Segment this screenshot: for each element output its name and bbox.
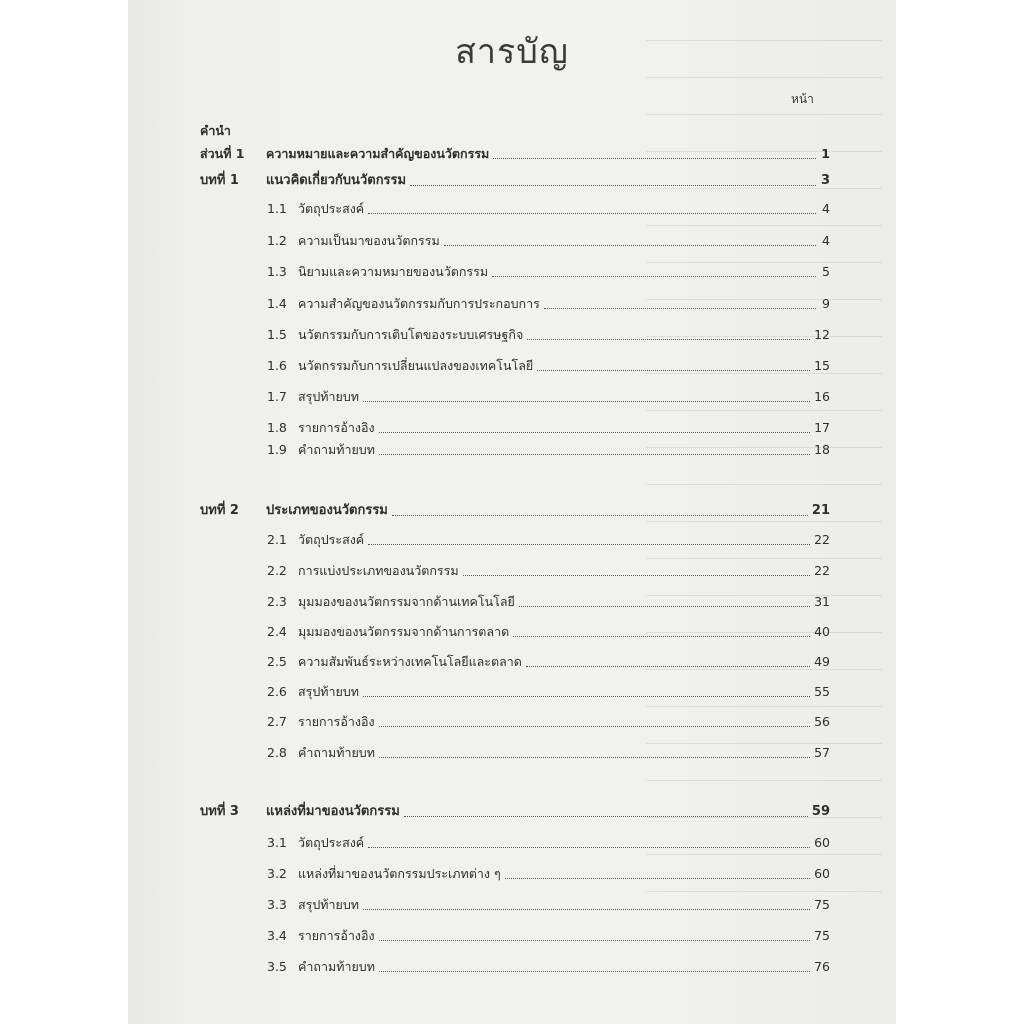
section-title: นวัตกรรมกับการเปลี่ยนแปลงของเทคโนโลยี (298, 358, 534, 373)
section-title: มุมมองของนวัตกรรมจากด้านเทคโนโลยี (298, 594, 515, 609)
section-number: 1.8 (267, 420, 287, 435)
section-title: ความเป็นมาของนวัตกรรม (298, 233, 440, 248)
page-number: 15 (814, 358, 830, 373)
chapter-title: แนวคิดเกี่ยวกับนวัตกรรม (266, 173, 407, 188)
toc-section-1-1[interactable] (267, 200, 830, 218)
page-number: 17 (814, 420, 830, 435)
page-number: 60 (814, 866, 830, 881)
section-title: คำถามท้ายบท (298, 442, 375, 457)
page-number: 56 (814, 714, 830, 729)
part-label: ส่วนที่ 1 (200, 146, 245, 161)
toc-section-2-5[interactable] (267, 653, 830, 671)
page-number: 60 (814, 835, 830, 850)
section-title: วัตถุประสงค์ (298, 201, 365, 216)
dot-leader (526, 666, 810, 667)
section-number: 1.4 (267, 296, 287, 311)
dot-leader (544, 308, 816, 309)
toc-section-1-9[interactable] (267, 441, 830, 459)
section-title: ความสัมพันธ์ระหว่างเทคโนโลยีและตลาด (298, 654, 522, 669)
section-number: 3.4 (267, 928, 287, 943)
section-title: นวัตกรรมกับการเติบโตของระบบเศรษฐกิจ (298, 327, 524, 342)
page-number: 4 (822, 201, 830, 216)
chapter-title: ประเภทของนวัตกรรม (266, 503, 388, 518)
dot-leader (463, 575, 811, 576)
section-number: 2.5 (267, 654, 287, 669)
page-number: 40 (814, 624, 830, 639)
page-number: 22 (814, 532, 830, 547)
toc-section-2-8[interactable] (267, 744, 830, 762)
page-column-label: หน้า (791, 92, 814, 106)
toc-section-3-3[interactable] (267, 896, 830, 914)
dot-leader (363, 909, 810, 910)
dot-leader (379, 757, 810, 758)
section-title: วัตถุประสงค์ (298, 532, 365, 547)
foreword-label: คำนำ (200, 123, 231, 138)
toc-section-1-8[interactable] (267, 419, 830, 437)
page-number: 59 (811, 804, 830, 819)
page-number: 75 (814, 928, 830, 943)
dot-leader (379, 432, 810, 433)
dot-leader (492, 276, 816, 277)
page-number: 57 (814, 745, 830, 760)
toc-section-1-4[interactable] (267, 295, 830, 313)
toc-section-3-4[interactable] (267, 927, 830, 945)
page-number: 16 (814, 389, 830, 404)
toc-chapter-1[interactable] (200, 172, 830, 190)
toc-foreword[interactable] (200, 122, 231, 140)
toc-chapter-3[interactable] (200, 803, 830, 821)
section-title: นิยามและความหมายของนวัตกรรม (298, 264, 489, 279)
page-number: 1 (821, 146, 830, 161)
section-title: แหล่งที่มาของนวัตกรรมประเภทต่าง ๆ (298, 866, 501, 881)
dot-leader (513, 636, 810, 637)
section-number: 1.3 (267, 264, 287, 279)
page-number: 9 (822, 296, 830, 311)
section-title: รายการอ้างอิง (298, 928, 375, 943)
dot-leader (368, 847, 810, 848)
chapter-title: แหล่งที่มาของนวัตกรรม (266, 804, 400, 819)
section-number: 3.1 (267, 835, 287, 850)
section-title: สรุปท้ายบท (298, 389, 360, 404)
section-title: คำถามท้ายบท (298, 745, 375, 760)
dot-leader (493, 158, 816, 159)
section-number: 2.3 (267, 594, 287, 609)
page-number: 3 (820, 173, 830, 188)
dot-leader (363, 401, 810, 402)
dot-leader (410, 185, 816, 186)
section-title: การแบ่งประเภทของนวัตกรรม (298, 563, 459, 578)
page-number: 12 (814, 327, 830, 342)
toc-chapter-2[interactable] (200, 502, 830, 520)
chapter-label: บทที่ 1 (200, 173, 239, 188)
page-number: 75 (814, 897, 830, 912)
toc-section-3-5[interactable] (267, 958, 830, 976)
toc-section-2-7[interactable] (267, 713, 830, 731)
toc-section-1-5[interactable] (267, 326, 830, 344)
section-title: วัตถุประสงค์ (298, 835, 365, 850)
toc-section-2-1[interactable] (267, 531, 830, 549)
section-number: 3.2 (267, 866, 287, 881)
section-number: 1.6 (267, 358, 287, 373)
section-number: 2.7 (267, 714, 287, 729)
page-number: 22 (814, 563, 830, 578)
chapter-label: บทที่ 3 (200, 804, 239, 819)
dot-leader (379, 940, 810, 941)
page-number: 4 (822, 233, 830, 248)
dot-leader (379, 454, 810, 455)
section-number: 2.6 (267, 684, 287, 699)
dot-leader (537, 370, 810, 371)
section-title: รายการอ้างอิง (298, 420, 375, 435)
chapter-label: บทที่ 2 (200, 503, 239, 518)
section-number: 3.5 (267, 959, 287, 974)
section-title: สรุปท้ายบท (298, 897, 360, 912)
dot-leader (519, 606, 810, 607)
toc-section-1-3[interactable] (267, 263, 830, 281)
toc-section-1-6[interactable] (267, 357, 830, 375)
page-number: 18 (814, 442, 830, 457)
section-title: คำถามท้ายบท (298, 959, 375, 974)
section-number: 1.1 (267, 201, 287, 216)
page-number: 31 (814, 594, 830, 609)
toc-section-2-2[interactable] (267, 562, 830, 580)
dot-leader (379, 971, 810, 972)
toc-section-1-7[interactable] (267, 388, 830, 406)
toc-section-2-3[interactable] (267, 593, 830, 611)
section-title: สรุปท้ายบท (298, 684, 360, 699)
dot-leader (379, 726, 810, 727)
dot-leader (368, 213, 816, 214)
dot-leader (444, 245, 816, 246)
dot-leader (527, 339, 810, 340)
dot-leader (363, 696, 810, 697)
page-number: 49 (814, 654, 830, 669)
section-number: 1.9 (267, 442, 287, 457)
toc-section-1-2[interactable] (267, 232, 830, 250)
page-number: 5 (822, 264, 830, 279)
section-number: 1.5 (267, 327, 287, 342)
dot-leader (505, 878, 810, 879)
section-title: ความสำคัญของนวัตกรรมกับการประกอบการ (298, 296, 540, 311)
toc-section-3-2[interactable] (267, 865, 830, 883)
dot-leader (404, 816, 808, 817)
page-number: 21 (811, 503, 830, 518)
section-number: 3.3 (267, 897, 287, 912)
toc-section-2-4[interactable] (267, 623, 830, 641)
section-number: 2.4 (267, 624, 287, 639)
dot-leader (368, 544, 810, 545)
section-number: 2.1 (267, 532, 287, 547)
section-title: มุมมองของนวัตกรรมจากด้านการตลาด (298, 624, 510, 639)
section-number: 1.7 (267, 389, 287, 404)
section-number: 2.2 (267, 563, 287, 578)
section-number: 1.2 (267, 233, 287, 248)
section-number: 2.8 (267, 745, 287, 760)
toc-section-2-6[interactable] (267, 683, 830, 701)
page-number: 55 (814, 684, 830, 699)
page-number: 76 (814, 959, 830, 974)
toc-part-1[interactable] (200, 145, 830, 163)
section-title: รายการอ้างอิง (298, 714, 375, 729)
dot-leader (392, 515, 808, 516)
toc-title: สารบัญ (455, 32, 569, 72)
part-title: ความหมายและความสำคัญของนวัตกรรม (266, 146, 490, 161)
toc-section-3-1[interactable] (267, 834, 830, 852)
